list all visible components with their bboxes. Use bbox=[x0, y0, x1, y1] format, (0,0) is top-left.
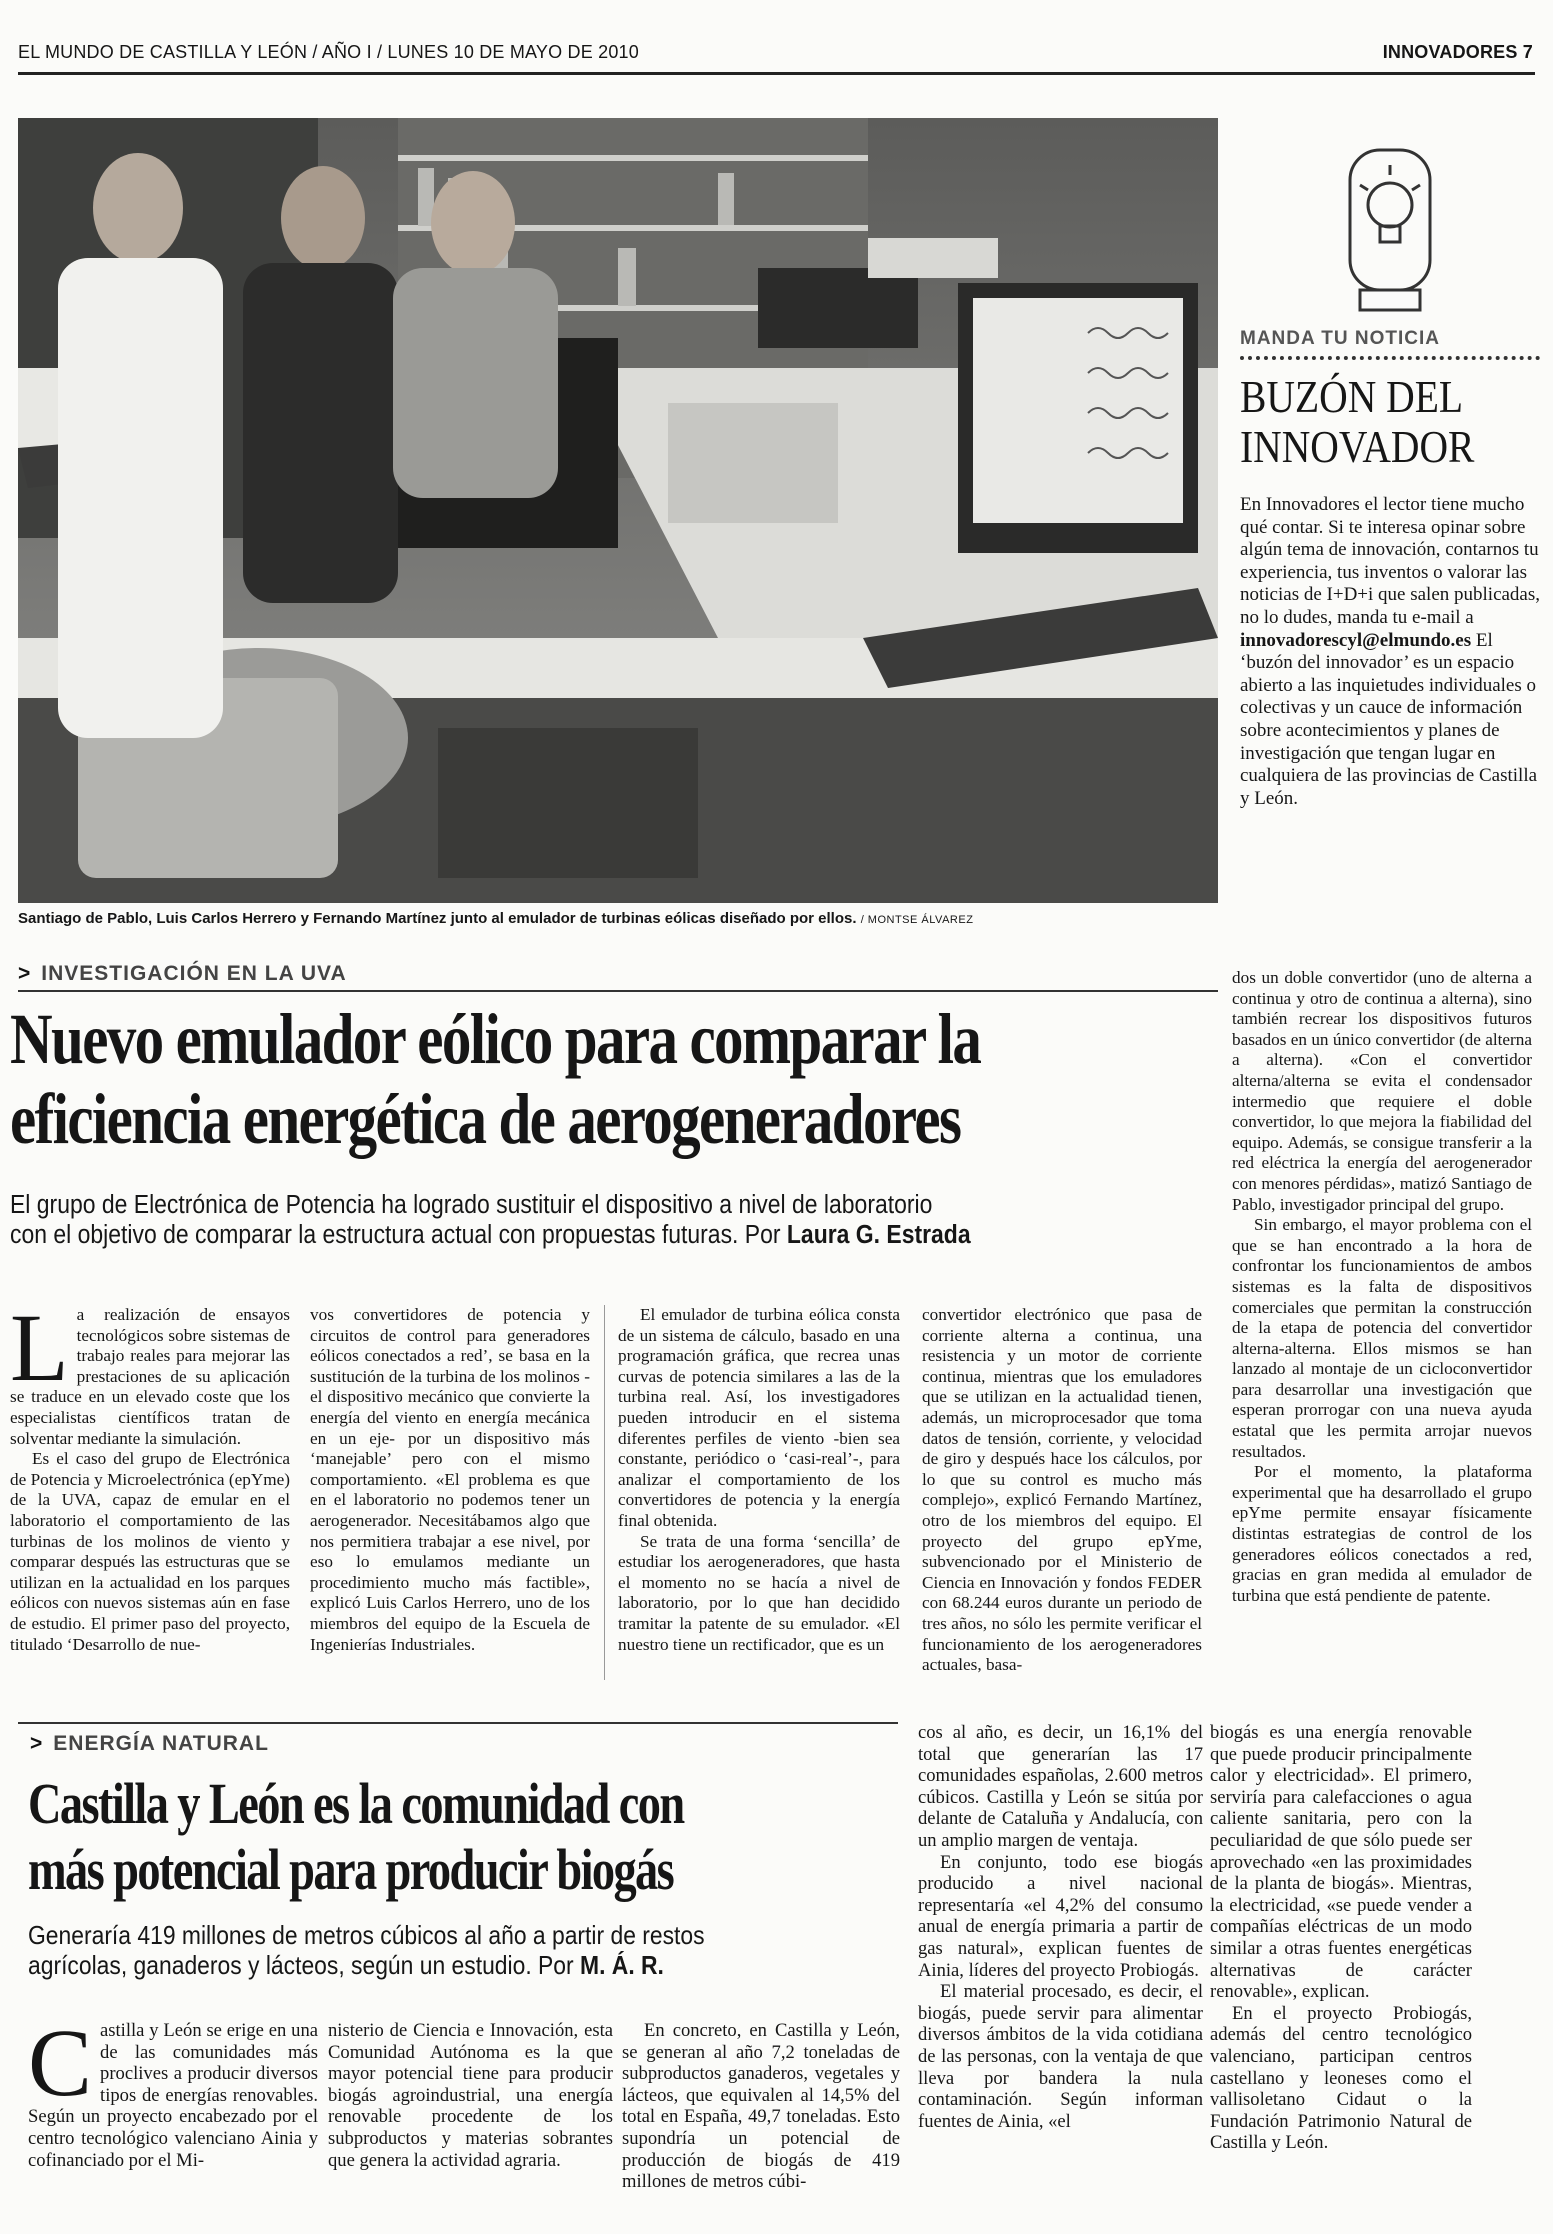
article1-col3-p2: Se trata de una forma ‘sencilla’ de estudiar los aerogeneradores, que hasta el momento no se hacía a nivel de laboratorio, por lo que han decidido tramitar la patente de su emulador. «El nuestro tiene un rectificador, que es un bbox=[618, 1531, 900, 1654]
sidebar-email-link[interactable]: innovadorescyl@elmundo.es bbox=[1240, 629, 1472, 651]
deck2 bbox=[28, 1920, 705, 1980]
dropcap: L bbox=[10, 1294, 69, 1401]
deck-line2: con el objetivo de comparar la estructura actual con propuestas futuras. Por bbox=[10, 1221, 781, 1249]
section-label bbox=[18, 962, 347, 986]
article2-col4-p2: En conjunto, todo ese biogás producido a nivel nacional representaría «el 4,2% del consumo anual de energía primaria a partir de gas natural», explican fuentes de Ainia, líderes del proyecto Probiogás. bbox=[918, 1851, 1203, 1981]
article2-column-2 bbox=[328, 2020, 613, 2171]
section-text: INVESTIGACIÓN EN LA UVA bbox=[41, 962, 347, 985]
folio-right: INNOVADORES 7 bbox=[1382, 42, 1533, 62]
sidebar-text bbox=[1240, 494, 1540, 810]
deck2-line1: Generaría 419 millones de metros cúbicos al año a partir de restos bbox=[28, 1920, 705, 1950]
article1-column-4 bbox=[922, 1305, 1202, 1676]
folio-left: EL MUNDO DE CASTILLA Y LEÓN / AÑO I / LUNES 10 DE MAYO DE 2010 bbox=[18, 42, 639, 62]
lab-photo bbox=[18, 118, 1218, 903]
article1-col5-p3: Por el momento, la plataforma experimental que ha desarrollado el grupo epYme permite ensayar físicamente distintas estrategias de control de los generadores eólicos conectados a red, gracias en gran medida al emulador de turbina que está pendiente de patente. bbox=[1232, 1462, 1532, 1605]
deck bbox=[10, 1190, 971, 1250]
sidebar-dotted-rule bbox=[1240, 356, 1540, 360]
section2-label bbox=[30, 1732, 269, 1756]
article1-column-3 bbox=[618, 1305, 900, 1655]
article2-col1-p1: astilla y León se erige en una de las comunidades más proclives a producir diversos tipos de energías renovables. Según un proyecto encabezado por el centro tecnológico valenciano Ainia y cofinanciado por el Mi- bbox=[28, 2020, 318, 2171]
article2-col2-p1: nisterio de Ciencia e Innovación, esta Comunidad Autónoma es la que mayor potencial tiene para producir biogás agroindustrial, una energía renovable procedente de los subproductos y materias sobrantes que genera la actividad agraria. bbox=[328, 2020, 613, 2171]
sidebar-text-after: El ‘buzón del innovador’ es un espacio abierto a las inquietudes individuales o colectivas y un cauce de información sobre acontecimientos y planes de investigación que tengan lugar en cualquiera de las provincias de Castilla y León. bbox=[1240, 629, 1538, 809]
dropcap2: C bbox=[28, 2009, 93, 2116]
article1-col1-p1: a realización de ensayos tecnológicos sobre sistemas de trabajo reales para mejorar las prestaciones de su aplicación se traduce en un elevado coste que los especialistas científicos tratan de solventar mediante la simulación. bbox=[10, 1305, 290, 1448]
sidebar-text-before: En Innovadores el lector tiene mucho qué contar. Si te interesa opinar sobre algún tema de innovación, contarnos tu experiencia, tus inventos o valorar las noticias de I+D+i que salen publicadas, no lo dudes, manda tu e-mail a bbox=[1240, 494, 1541, 628]
article1-col4-p1: convertidor electrónico que pasa de corriente alterna a continua, una resistencia y un motor de corriente continua, mientras que los emuladores que se utilizan en la actualidad tienen, además, un microprocesador que toma datos de tensión, corriente, y velocidad de giro y después hace los cálculos, por lo que su control es mucho más complejo», explicó Fernando Martínez, otro de los miembros del equipo. El proyecto del grupo epYme, subvencionado por el Ministerio de Ciencia en Innovación y fondos FEDER con 68.244 euros durante un periodo de tres años, no sólo les permite verificar el funcionamiento de los aerogeneradores actuales, basa- bbox=[922, 1305, 1202, 1675]
byline2-author: M. Á. R. bbox=[580, 1950, 664, 1980]
section2-top-rule bbox=[18, 1722, 898, 1724]
article2-column-5 bbox=[1210, 1722, 1472, 2154]
byline-author: Laura G. Estrada bbox=[786, 1221, 971, 1249]
sidebar-box bbox=[1240, 130, 1540, 810]
headline2-line2: más potencial para producir biogás bbox=[28, 1837, 674, 1902]
article1-column-1 bbox=[10, 1294, 290, 1655]
article1-col2-p1: vos convertidores de potencia y circuitos de control para generadores eólicos conectados a red’, se basa en la sustitución de la turbina de los molinos -el dispositivo mecánico que convierte la energía del viento en energía mecánica en un eje- por un dispositivo más ‘manejable’ pero con el mismo comportamiento. «El problema es que en el laboratorio no podemos tener un aerogenerador. Necesitábamos algo que nos permitiera trabajar a ese nivel, por eso lo emulamos mediante un procedimiento mucho más factible», explicó Luis Carlos Herrero, uno de los miembros del equipo de la Escuela de Ingenierías Industriales. bbox=[310, 1305, 590, 1654]
article1-col3-p1: El emulador de turbina eólica consta de un sistema de cálculo, basado en una programación gráfica, que recrea unas curvas de potencia similares a las de la turbina real. Así, los investigadores pueden introducir en el sistema diferentes perfiles de viento -bien sea constante, periódico o ‘casi-real’-, para analizar el comportamiento de los convertidores de potencia y la energía final obtenida. bbox=[618, 1305, 900, 1530]
article2-col4-p3: El material procesado, es decir, el biogás, puede servir para alimentar diversos ámbitos de la vida cotidiana de las personas, con la ventaja de que lleva por bandera la nula contaminación. Según informan fuentes de Ainia, «el bbox=[918, 1981, 1203, 2132]
sidebar-kicker: MANDA TU NOTICIA bbox=[1240, 328, 1440, 349]
headline2-line1: Castilla y León es la comunidad con bbox=[28, 1771, 684, 1836]
header-rule bbox=[18, 72, 1535, 75]
headline-line2: eficiencia energética de aerogeneradores bbox=[10, 1079, 961, 1159]
article1-col5-p2: Sin embargo, el mayor problema con el que se han encontrado a la hora de confrontar los funcionamientos de ambos sistemas es la falta de dispositivos comerciales que permitan la construcción de la etapa de potencia del convertidor alterna-alterna. Ellos mismos se han lanzado al montaje de un cicloconvertidor para desarrollar una investigación que esperan prorrogar con una nueva ayuda estatal que les permita arrojar nuevos resultados. bbox=[1232, 1215, 1532, 1461]
deck-line1: El grupo de Electrónica de Potencia ha logrado sustituir el dispositivo a nivel de laboratorio bbox=[10, 1191, 933, 1219]
photo-caption bbox=[18, 910, 1218, 927]
section-arrow: > bbox=[18, 962, 32, 985]
article2-col5-p2: En el proyecto Probiogás, además del centro tecnológico valenciano, participan centros castellano y leoneses como el vallisoletano Cidaut o la Fundación Patrimonio Natural de Castilla y León. bbox=[1210, 2002, 1472, 2154]
caption-text: Santiago de Pablo, Luis Carlos Herrero y Fernando Martínez junto al emulador de turbinas eólicas diseñado por ellos. bbox=[18, 910, 857, 927]
article2-column-4 bbox=[918, 1722, 1203, 2132]
headline-line1: Nuevo emulador eólico para comparar la bbox=[10, 999, 981, 1079]
sidebar-title-line2: INNOVADOR bbox=[1240, 421, 1475, 472]
article2-col5-p1: biogás es una energía renovable que puede producir principalmente calor y electricidad». El primero, serviría para calefacciones o agua caliente sanitaria, pero con la peculiaridad de que sólo puede ser aprovechado «en las proximidades de la planta de biogás». Mientras, la electricidad, «se puede vender a compañías eléctricas de un modo similar a otras fuentes energéticas alternativas de carácter renovable», explican. bbox=[1210, 1722, 1472, 2003]
article2-col3-p1: En concreto, en Castilla y León, se generan al año 7,2 toneladas de subproductos ganaderos, vegetales y lácteos, que equivalen al 14,5% del total en España, 49,7 toneladas. Esto supondría un potencial de producción de biogás de 419 millones de metros cúbi- bbox=[622, 2020, 900, 2193]
section2-text: ENERGÍA NATURAL bbox=[53, 1732, 269, 1755]
article1-col5-p1: dos un doble convertidor (uno de alterna a continua y otro de continua a alterna), sino también recrear los dispositivos futuros basados en un único convertidor (de alterna a alterna). «Con el convertidor alterna/alterna se evita el condensador intermedio que requiere el doble convertidor, lo que mejora la fiabilidad del equipo. Además, se consigue transferir a la red eléctrica la energía del aerogenerador con menores pérdidas», matizó Santiago de Pablo, investigador principal del grupo. bbox=[1232, 968, 1532, 1214]
photo-credit: / MONTSE ÁLVAREZ bbox=[860, 914, 974, 926]
article1-column-2 bbox=[310, 1305, 590, 1655]
deck2-line2: agrícolas, ganaderos y lácteos, según un estudio. Por bbox=[28, 1950, 574, 1980]
column-divider bbox=[604, 1305, 605, 1680]
section2-arrow: > bbox=[30, 1732, 44, 1755]
article2-column-3 bbox=[622, 2020, 900, 2193]
article1-column-5 bbox=[1232, 968, 1532, 1606]
article2-column-1 bbox=[28, 2009, 318, 2171]
section-rule bbox=[18, 990, 1218, 992]
article2-col4-p1: cos al año, es decir, un 16,1% del total que generarían las 17 comunidades españolas, 2.600 metros cúbicos. Castilla y León se sitúa por delante de Cataluña y Andalucía, con un amplio margen de ventaja. bbox=[918, 1722, 1203, 1851]
article1-col1-p2: Es el caso del grupo de Electrónica de Potencia y Microelectrónica (epYme) de la UVA, capaz de emular en el laboratorio el comportamiento de las turbinas de los molinos de viento y comparar después las estructuras que se utilizan en la actualidad en los parques eólicos con nuevos sistemas aún en fase de estudio. El primer paso del proyecto, titulado ‘Desarrollo de nue- bbox=[10, 1449, 290, 1654]
sidebar-title-line1: BUZÓN DEL bbox=[1240, 371, 1464, 422]
